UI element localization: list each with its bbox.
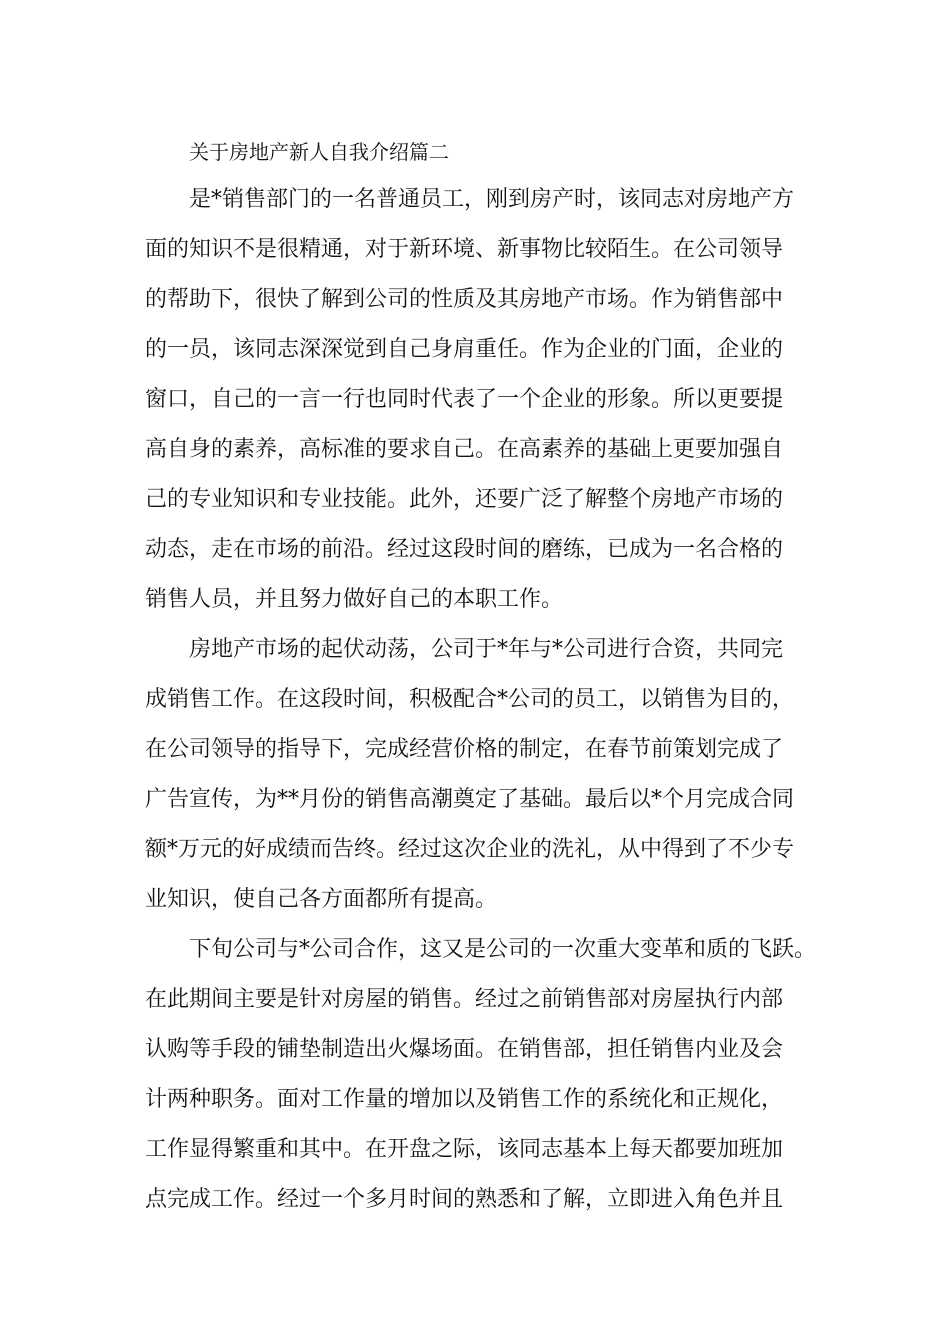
paragraph-3-line-4: 计两种职务。面对工作量的增加以及销售工作的系统化和正规化， [145, 1087, 784, 1112]
paragraph-1-line-1: 是*销售部门的一名普通员工，刚到房产时，该同志对房地产方 [189, 187, 795, 212]
paragraph-3-line-3: 认购等手段的铺垫制造出火爆场面。在销售部，担任销售内业及会 [145, 1037, 784, 1062]
paragraph-1-line-5: 窗口，自己的一言一行也同时代表了一个企业的形象。所以更要提 [145, 387, 784, 412]
paragraph-2-line-2: 成销售工作。在这段时间，积极配合*公司的员工，以销售为目的， [145, 687, 795, 712]
paragraph-2-line-3: 在公司领导的指导下，完成经营价格的制定，在春节前策划完成了 [145, 737, 784, 762]
paragraph-1-line-8: 动态，走在市场的前沿。经过这段时间的磨练，已成为一名合格的 [145, 537, 784, 562]
paragraph-1-line-6: 高自身的素养，高标准的要求自己。在高素养的基础上更要加强自 [145, 437, 784, 462]
paragraph-2-line-5: 额*万元的好成绩而告终。经过这次企业的洗礼，从中得到了不少专 [145, 837, 795, 862]
paragraph-2-line-4: 广告宣传，为**月份的销售高潮奠定了基础。最后以*个月完成合同 [145, 787, 795, 812]
paragraph-3-line-5: 工作显得繁重和其中。在开盘之际，该同志基本上每天都要加班加 [145, 1137, 784, 1162]
paragraph-2-line-1: 房地产市场的起伏动荡，公司于*年与*公司进行合资，共同完 [189, 637, 784, 662]
paragraph-1-line-4: 的一员，该同志深深觉到自己身肩重任。作为企业的门面，企业的 [145, 337, 784, 362]
paragraph-3-line-1: 下旬公司与*公司合作，这又是公司的一次重大变革和质的飞跃。 [189, 937, 817, 962]
paragraph-1-line-7: 己的专业知识和专业技能。此外，还要广泛了解整个房地产市场的 [145, 487, 784, 512]
paragraph-3-line-2: 在此期间主要是针对房屋的销售。经过之前销售部对房屋执行内部 [145, 987, 784, 1012]
paragraph-2-line-6: 业知识，使自己各方面都所有提高。 [145, 887, 498, 912]
paragraph-1-line-9: 销售人员，并且努力做好自己的本职工作。 [145, 587, 564, 612]
document-title: 关于房地产新人自我介绍篇二 [189, 140, 449, 164]
paragraph-3-line-6: 点完成工作。经过一个多月时间的熟悉和了解，立即进入角色并且 [145, 1187, 784, 1212]
paragraph-1-line-2: 面的知识不是很精通，对于新环境、新事物比较陌生。在公司领导 [145, 237, 784, 262]
paragraph-1-line-3: 的帮助下，很快了解到公司的性质及其房地产市场。作为销售部中 [145, 287, 784, 312]
